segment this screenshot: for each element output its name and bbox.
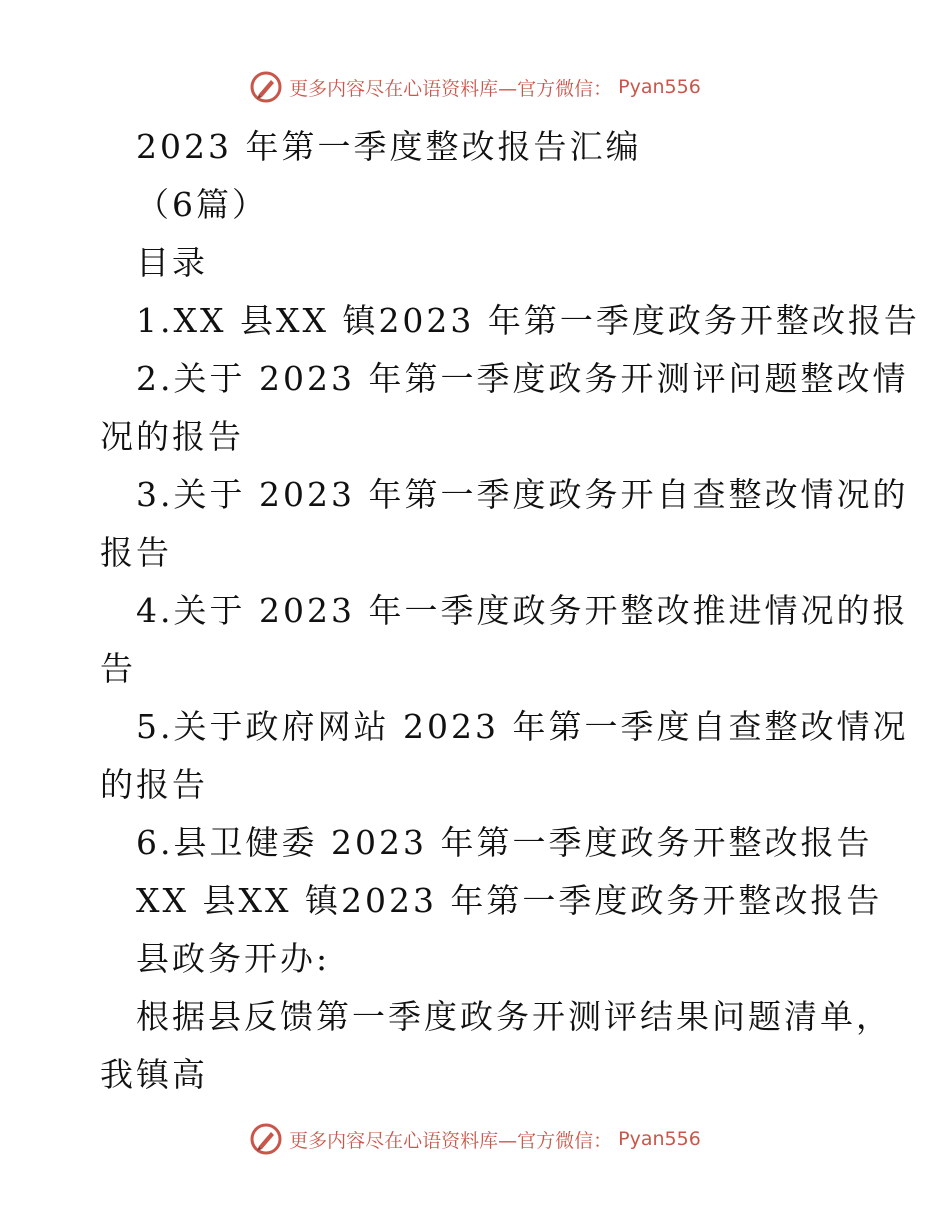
toc-heading: 目录	[136, 243, 208, 282]
toc-item-2-cont: 况的报告	[100, 417, 244, 456]
pen-logo-icon	[249, 1122, 283, 1156]
watermark-text: 更多内容尽在心语资料库—官方微信：	[289, 1129, 613, 1152]
document-body	[100, 118, 920, 1104]
toc-item-2: 2.关于 2023 年第一季度政务开测评问题整改情	[136, 359, 909, 398]
toc-item-3: 3.关于 2023 年第一季度政务开自查整改情况的	[136, 475, 909, 514]
watermark-wechat: Pyan556	[618, 1128, 701, 1150]
watermark-footer	[0, 1122, 950, 1156]
doc-title: 2023 年第一季度整改报告汇编	[136, 127, 642, 166]
toc-item-5-cont: 的报告	[100, 765, 208, 804]
toc-item-4: 4.关于 2023 年一季度政务开整改推进情况的报	[136, 591, 909, 630]
salutation: 县政务开办:	[136, 939, 331, 978]
toc-item-5: 5.关于政府网站 2023 年第一季度自查整改情况	[136, 707, 909, 746]
watermark-text: 更多内容尽在心语资料库—官方微信：	[289, 77, 613, 100]
watermark-wechat: Pyan556	[618, 76, 701, 98]
toc-item-4-cont: 告	[100, 649, 136, 688]
toc-item-3-cont: 报告	[100, 533, 172, 572]
body-paragraph-cont: 我镇高	[100, 1055, 208, 1094]
body-paragraph: 根据县反馈第一季度政务开测评结果问题清单，	[136, 997, 892, 1036]
section-title: XX 县XX 镇2023 年第一季度政务开整改报告	[136, 881, 883, 920]
watermark-header	[0, 70, 950, 104]
toc-item-6: 6.县卫健委 2023 年第一季度政务开整改报告	[136, 823, 873, 862]
pen-logo-icon	[249, 70, 283, 104]
doc-subtitle: （6篇）	[136, 185, 268, 224]
toc-item-1: 1.XX 县XX 镇2023 年第一季度政务开整改报告	[136, 301, 920, 340]
